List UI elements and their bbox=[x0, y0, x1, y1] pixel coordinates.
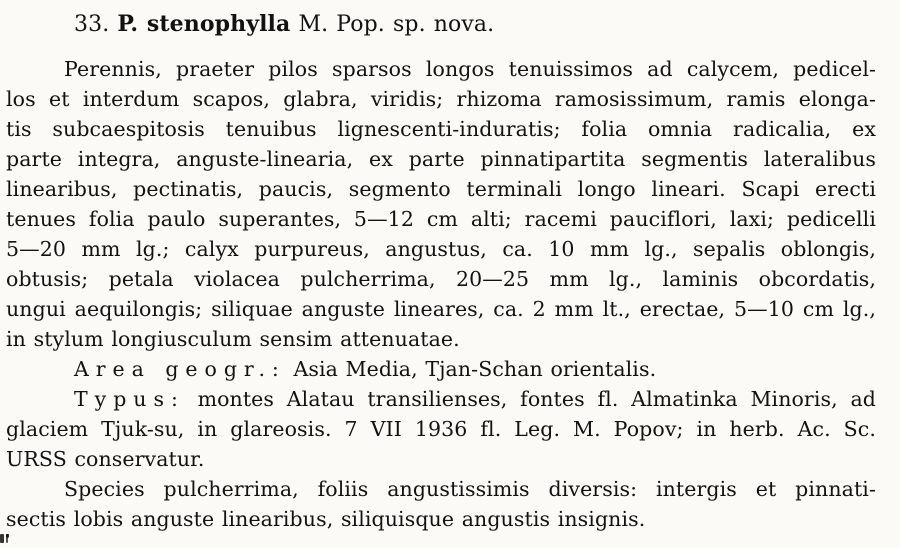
note-line: sectis lobis anguste linearibus, siliquisque angustis insignis. bbox=[6, 507, 646, 531]
species-name: P. stenophylla bbox=[117, 11, 291, 37]
description-line: tis subcaespitosis tenuibus lignescenti-induratis; folia omnia radicalia, ex bbox=[6, 117, 876, 141]
description-line: los et interdum scapos, glabra, viridis; rhizoma ramosissimum, ramis elonga- bbox=[6, 87, 876, 111]
description-line: parte integra, anguste-linearia, ex parte pinnatipartita segmentis lateralibus bbox=[6, 147, 876, 171]
description-line: in stylum longiusculum sensim attenuatae. bbox=[6, 327, 460, 351]
area-geogr-label: Area geogr.: bbox=[74, 357, 286, 381]
scan-speck bbox=[0, 534, 4, 543]
species-heading bbox=[6, 8, 876, 41]
typus-line bbox=[6, 384, 876, 414]
note-line: Species pulcherrima, foliis angustissimis diversis: intergis et pinnati- bbox=[64, 477, 876, 501]
description-line: obtusis; petala violacea pulcherrima, 20—25 mm lg., laminis obcordatis, bbox=[6, 267, 876, 291]
area-geogr-value: Asia Media, Tjan-Schan orientalis. bbox=[293, 357, 657, 381]
description-line: linearibus, pectinatis, paucis, segmento terminali longo lineari. Scapi erecti bbox=[6, 177, 876, 201]
description-line: ungui aequilongis; siliquae anguste lineares, ca. 2 mm lt., erectae, 5—10 cm lg., bbox=[6, 297, 876, 321]
description-line: 5—20 mm lg.; calyx purpureus, angustus, ca. 10 mm lg., sepalis oblongis, bbox=[6, 237, 876, 261]
description-line: Perennis, praeter pilos sparsos longos tenuissimos ad calycem, pedicel- bbox=[64, 57, 876, 81]
species-number: 33. bbox=[74, 12, 110, 37]
scan-speck bbox=[6, 534, 9, 537]
typus-label: Typus: bbox=[74, 387, 185, 411]
typus-line: URSS conservatur. bbox=[6, 447, 205, 471]
area-geogr-line bbox=[6, 354, 876, 384]
description-line: tenues folia paulo superantes, 5—12 cm alti; racemi pauciflori, laxi; pedicelli bbox=[6, 207, 876, 231]
typus-value: montes Alatau transilienses, fontes fl. Almatinka Minoris, ad bbox=[197, 387, 876, 411]
typus-line: glaciem Tjuk-su, in glareosis. 7 VII 1936 fl. Leg. M. Popov; in herb. Ac. Sc. bbox=[6, 417, 876, 441]
species-authority: M. Pop. sp. nova. bbox=[298, 12, 495, 37]
